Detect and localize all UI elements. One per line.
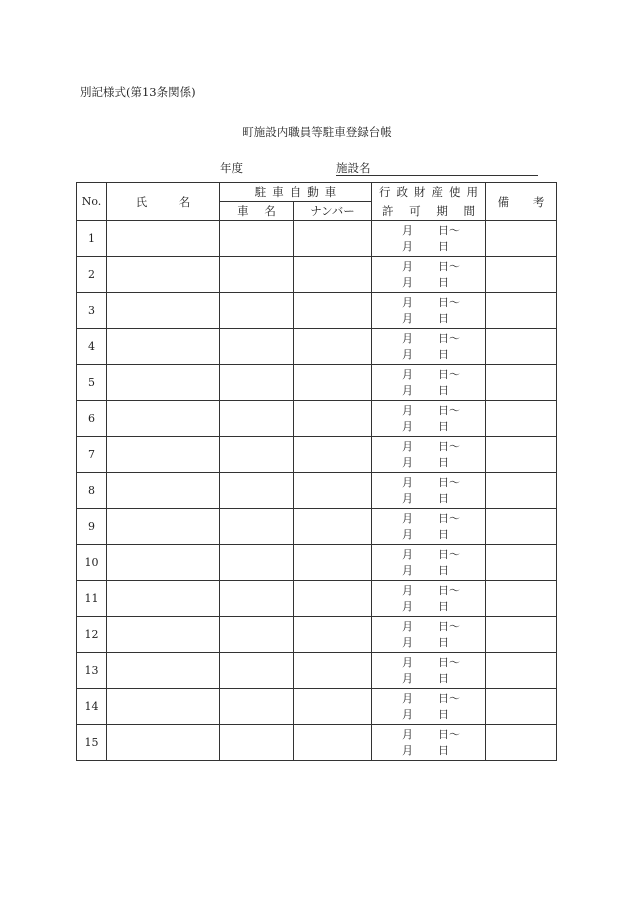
number-cell[interactable] xyxy=(294,725,372,761)
period-end-month: 月 xyxy=(402,563,413,577)
permit-period-cell[interactable] xyxy=(372,365,486,401)
table-row xyxy=(77,329,557,365)
period-end-month: 月 xyxy=(402,671,413,685)
period-start-month: 月 xyxy=(402,655,413,669)
remarks-cell[interactable] xyxy=(486,545,557,581)
header-vehicle: 駐車自動車 xyxy=(220,183,372,202)
period-start-day: 日〜 xyxy=(438,691,460,705)
period-end-month: 月 xyxy=(402,491,413,505)
row-number: 1 xyxy=(77,221,107,257)
name-cell[interactable] xyxy=(107,401,220,437)
name-cell[interactable] xyxy=(107,329,220,365)
permit-period-cell[interactable] xyxy=(372,617,486,653)
number-cell[interactable] xyxy=(294,617,372,653)
remarks-cell[interactable] xyxy=(486,293,557,329)
period-start-month: 月 xyxy=(402,619,413,633)
car-name-cell[interactable] xyxy=(220,329,294,365)
name-cell[interactable] xyxy=(107,653,220,689)
number-cell[interactable] xyxy=(294,509,372,545)
permit-period-cell[interactable] xyxy=(372,221,486,257)
remarks-cell[interactable] xyxy=(486,257,557,293)
number-cell[interactable] xyxy=(294,473,372,509)
car-name-cell[interactable] xyxy=(220,689,294,725)
period-end-day: 日 xyxy=(438,527,449,541)
period-end-month: 月 xyxy=(402,383,413,397)
car-name-cell[interactable] xyxy=(220,545,294,581)
number-cell[interactable] xyxy=(294,329,372,365)
car-name-cell[interactable] xyxy=(220,617,294,653)
period-start-day: 日〜 xyxy=(438,331,460,345)
period-end-day: 日 xyxy=(438,419,449,433)
row-number: 15 xyxy=(77,725,107,761)
permit-period-cell[interactable] xyxy=(372,509,486,545)
table-row xyxy=(77,401,557,437)
table-row xyxy=(77,545,557,581)
period-end-day: 日 xyxy=(438,455,449,469)
row-number: 4 xyxy=(77,329,107,365)
period-start-day: 日〜 xyxy=(438,259,460,273)
period-end-month: 月 xyxy=(402,419,413,433)
period-start-day: 日〜 xyxy=(438,727,460,741)
form-title: 町施設内職員等駐車登録台帳 xyxy=(242,125,392,139)
row-number: 14 xyxy=(77,689,107,725)
period-start-day: 日〜 xyxy=(438,655,460,669)
header-permit-line1: 行政財産使用 xyxy=(372,183,486,202)
period-start-day: 日〜 xyxy=(438,547,460,561)
row-number: 7 xyxy=(77,437,107,473)
table-row xyxy=(77,581,557,617)
header-name: 氏 名 xyxy=(107,183,220,221)
number-cell[interactable] xyxy=(294,581,372,617)
table-row xyxy=(77,473,557,509)
header-number: ナンバー xyxy=(294,202,372,221)
period-start-day: 日〜 xyxy=(438,403,460,417)
period-end-month: 月 xyxy=(402,239,413,253)
car-name-cell[interactable] xyxy=(220,581,294,617)
row-number: 6 xyxy=(77,401,107,437)
name-cell[interactable] xyxy=(107,473,220,509)
name-cell[interactable] xyxy=(107,545,220,581)
header-no: No. xyxy=(77,183,107,221)
number-cell[interactable] xyxy=(294,653,372,689)
permit-period-cell[interactable] xyxy=(372,653,486,689)
car-name-cell[interactable] xyxy=(220,653,294,689)
year-label: 年度 xyxy=(220,161,243,175)
period-end-month: 月 xyxy=(402,347,413,361)
period-end-month: 月 xyxy=(402,275,413,289)
number-cell[interactable] xyxy=(294,545,372,581)
number-cell[interactable] xyxy=(294,257,372,293)
car-name-cell[interactable] xyxy=(220,473,294,509)
remarks-cell[interactable] xyxy=(486,329,557,365)
name-cell[interactable] xyxy=(107,221,220,257)
car-name-cell[interactable] xyxy=(220,257,294,293)
header-permit-line2: 許 可 期 間 xyxy=(372,202,486,221)
remarks-cell[interactable] xyxy=(486,437,557,473)
name-cell[interactable] xyxy=(107,437,220,473)
permit-period-cell[interactable] xyxy=(372,293,486,329)
period-start-day: 日〜 xyxy=(438,295,460,309)
table-row xyxy=(77,221,557,257)
remarks-cell[interactable] xyxy=(486,221,557,257)
period-end-day: 日 xyxy=(438,239,449,253)
permit-period-cell[interactable] xyxy=(372,581,486,617)
number-cell[interactable] xyxy=(294,293,372,329)
period-start-month: 月 xyxy=(402,295,413,309)
period-start-month: 月 xyxy=(402,691,413,705)
remarks-cell[interactable] xyxy=(486,401,557,437)
period-end-day: 日 xyxy=(438,599,449,613)
name-cell[interactable] xyxy=(107,617,220,653)
period-start-month: 月 xyxy=(402,367,413,381)
period-start-month: 月 xyxy=(402,583,413,597)
permit-period-cell[interactable] xyxy=(372,437,486,473)
car-name-cell[interactable] xyxy=(220,509,294,545)
name-cell[interactable] xyxy=(107,365,220,401)
register-table xyxy=(76,182,557,761)
period-start-month: 月 xyxy=(402,403,413,417)
table-row xyxy=(77,653,557,689)
period-end-day: 日 xyxy=(438,707,449,721)
permit-period-cell[interactable] xyxy=(372,689,486,725)
number-cell[interactable] xyxy=(294,401,372,437)
period-start-day: 日〜 xyxy=(438,619,460,633)
period-start-day: 日〜 xyxy=(438,475,460,489)
row-number: 10 xyxy=(77,545,107,581)
remarks-cell[interactable] xyxy=(486,473,557,509)
number-cell[interactable] xyxy=(294,365,372,401)
car-name-cell[interactable] xyxy=(220,725,294,761)
row-number: 5 xyxy=(77,365,107,401)
remarks-cell[interactable] xyxy=(486,365,557,401)
period-end-day: 日 xyxy=(438,275,449,289)
number-cell[interactable] xyxy=(294,221,372,257)
period-end-day: 日 xyxy=(438,347,449,361)
period-start-month: 月 xyxy=(402,439,413,453)
table-row xyxy=(77,617,557,653)
car-name-cell[interactable] xyxy=(220,221,294,257)
remarks-cell[interactable] xyxy=(486,653,557,689)
row-number: 2 xyxy=(77,257,107,293)
car-name-cell[interactable] xyxy=(220,293,294,329)
table-row xyxy=(77,257,557,293)
period-start-month: 月 xyxy=(402,259,413,273)
period-end-month: 月 xyxy=(402,743,413,757)
permit-period-cell[interactable] xyxy=(372,257,486,293)
period-start-day: 日〜 xyxy=(438,223,460,237)
period-start-day: 日〜 xyxy=(438,367,460,381)
row-number: 3 xyxy=(77,293,107,329)
remarks-cell[interactable] xyxy=(486,509,557,545)
car-name-cell[interactable] xyxy=(220,365,294,401)
row-number: 9 xyxy=(77,509,107,545)
remarks-cell[interactable] xyxy=(486,617,557,653)
period-start-month: 月 xyxy=(402,547,413,561)
header-car-name: 車 名 xyxy=(220,202,294,221)
period-start-month: 月 xyxy=(402,727,413,741)
period-end-day: 日 xyxy=(438,671,449,685)
permit-period-cell[interactable] xyxy=(372,473,486,509)
header-remarks: 備 考 xyxy=(486,183,557,221)
row-number: 11 xyxy=(77,581,107,617)
row-number: 8 xyxy=(77,473,107,509)
period-end-day: 日 xyxy=(438,491,449,505)
period-end-month: 月 xyxy=(402,635,413,649)
name-cell[interactable] xyxy=(107,257,220,293)
form-label: 別記様式(第13条関係) xyxy=(80,85,196,99)
period-end-month: 月 xyxy=(402,707,413,721)
car-name-cell[interactable] xyxy=(220,437,294,473)
remarks-cell[interactable] xyxy=(486,689,557,725)
period-end-month: 月 xyxy=(402,455,413,469)
row-number: 13 xyxy=(77,653,107,689)
remarks-cell[interactable] xyxy=(486,581,557,617)
period-end-day: 日 xyxy=(438,743,449,757)
period-start-day: 日〜 xyxy=(438,511,460,525)
permit-period-cell[interactable] xyxy=(372,329,486,365)
period-start-month: 月 xyxy=(402,511,413,525)
period-end-day: 日 xyxy=(438,635,449,649)
name-cell[interactable] xyxy=(107,689,220,725)
period-end-month: 月 xyxy=(402,311,413,325)
name-cell[interactable] xyxy=(107,725,220,761)
period-start-day: 日〜 xyxy=(438,439,460,453)
table-row xyxy=(77,437,557,473)
period-end-day: 日 xyxy=(438,563,449,577)
period-end-month: 月 xyxy=(402,599,413,613)
period-start-month: 月 xyxy=(402,331,413,345)
number-cell[interactable] xyxy=(294,689,372,725)
table-row xyxy=(77,365,557,401)
table-row xyxy=(77,689,557,725)
table-row xyxy=(77,725,557,761)
permit-period-cell[interactable] xyxy=(372,545,486,581)
number-cell[interactable] xyxy=(294,437,372,473)
period-end-day: 日 xyxy=(438,383,449,397)
period-start-month: 月 xyxy=(402,475,413,489)
name-cell[interactable] xyxy=(107,581,220,617)
period-end-day: 日 xyxy=(438,311,449,325)
name-cell[interactable] xyxy=(107,509,220,545)
period-start-day: 日〜 xyxy=(438,583,460,597)
remarks-cell[interactable] xyxy=(486,725,557,761)
table-row xyxy=(77,509,557,545)
period-end-month: 月 xyxy=(402,527,413,541)
row-number: 12 xyxy=(77,617,107,653)
permit-period-cell[interactable] xyxy=(372,401,486,437)
name-cell[interactable] xyxy=(107,293,220,329)
facility-name-field: 施設名 xyxy=(336,160,538,176)
permit-period-cell[interactable] xyxy=(372,725,486,761)
car-name-cell[interactable] xyxy=(220,401,294,437)
period-start-month: 月 xyxy=(402,223,413,237)
table-row xyxy=(77,293,557,329)
